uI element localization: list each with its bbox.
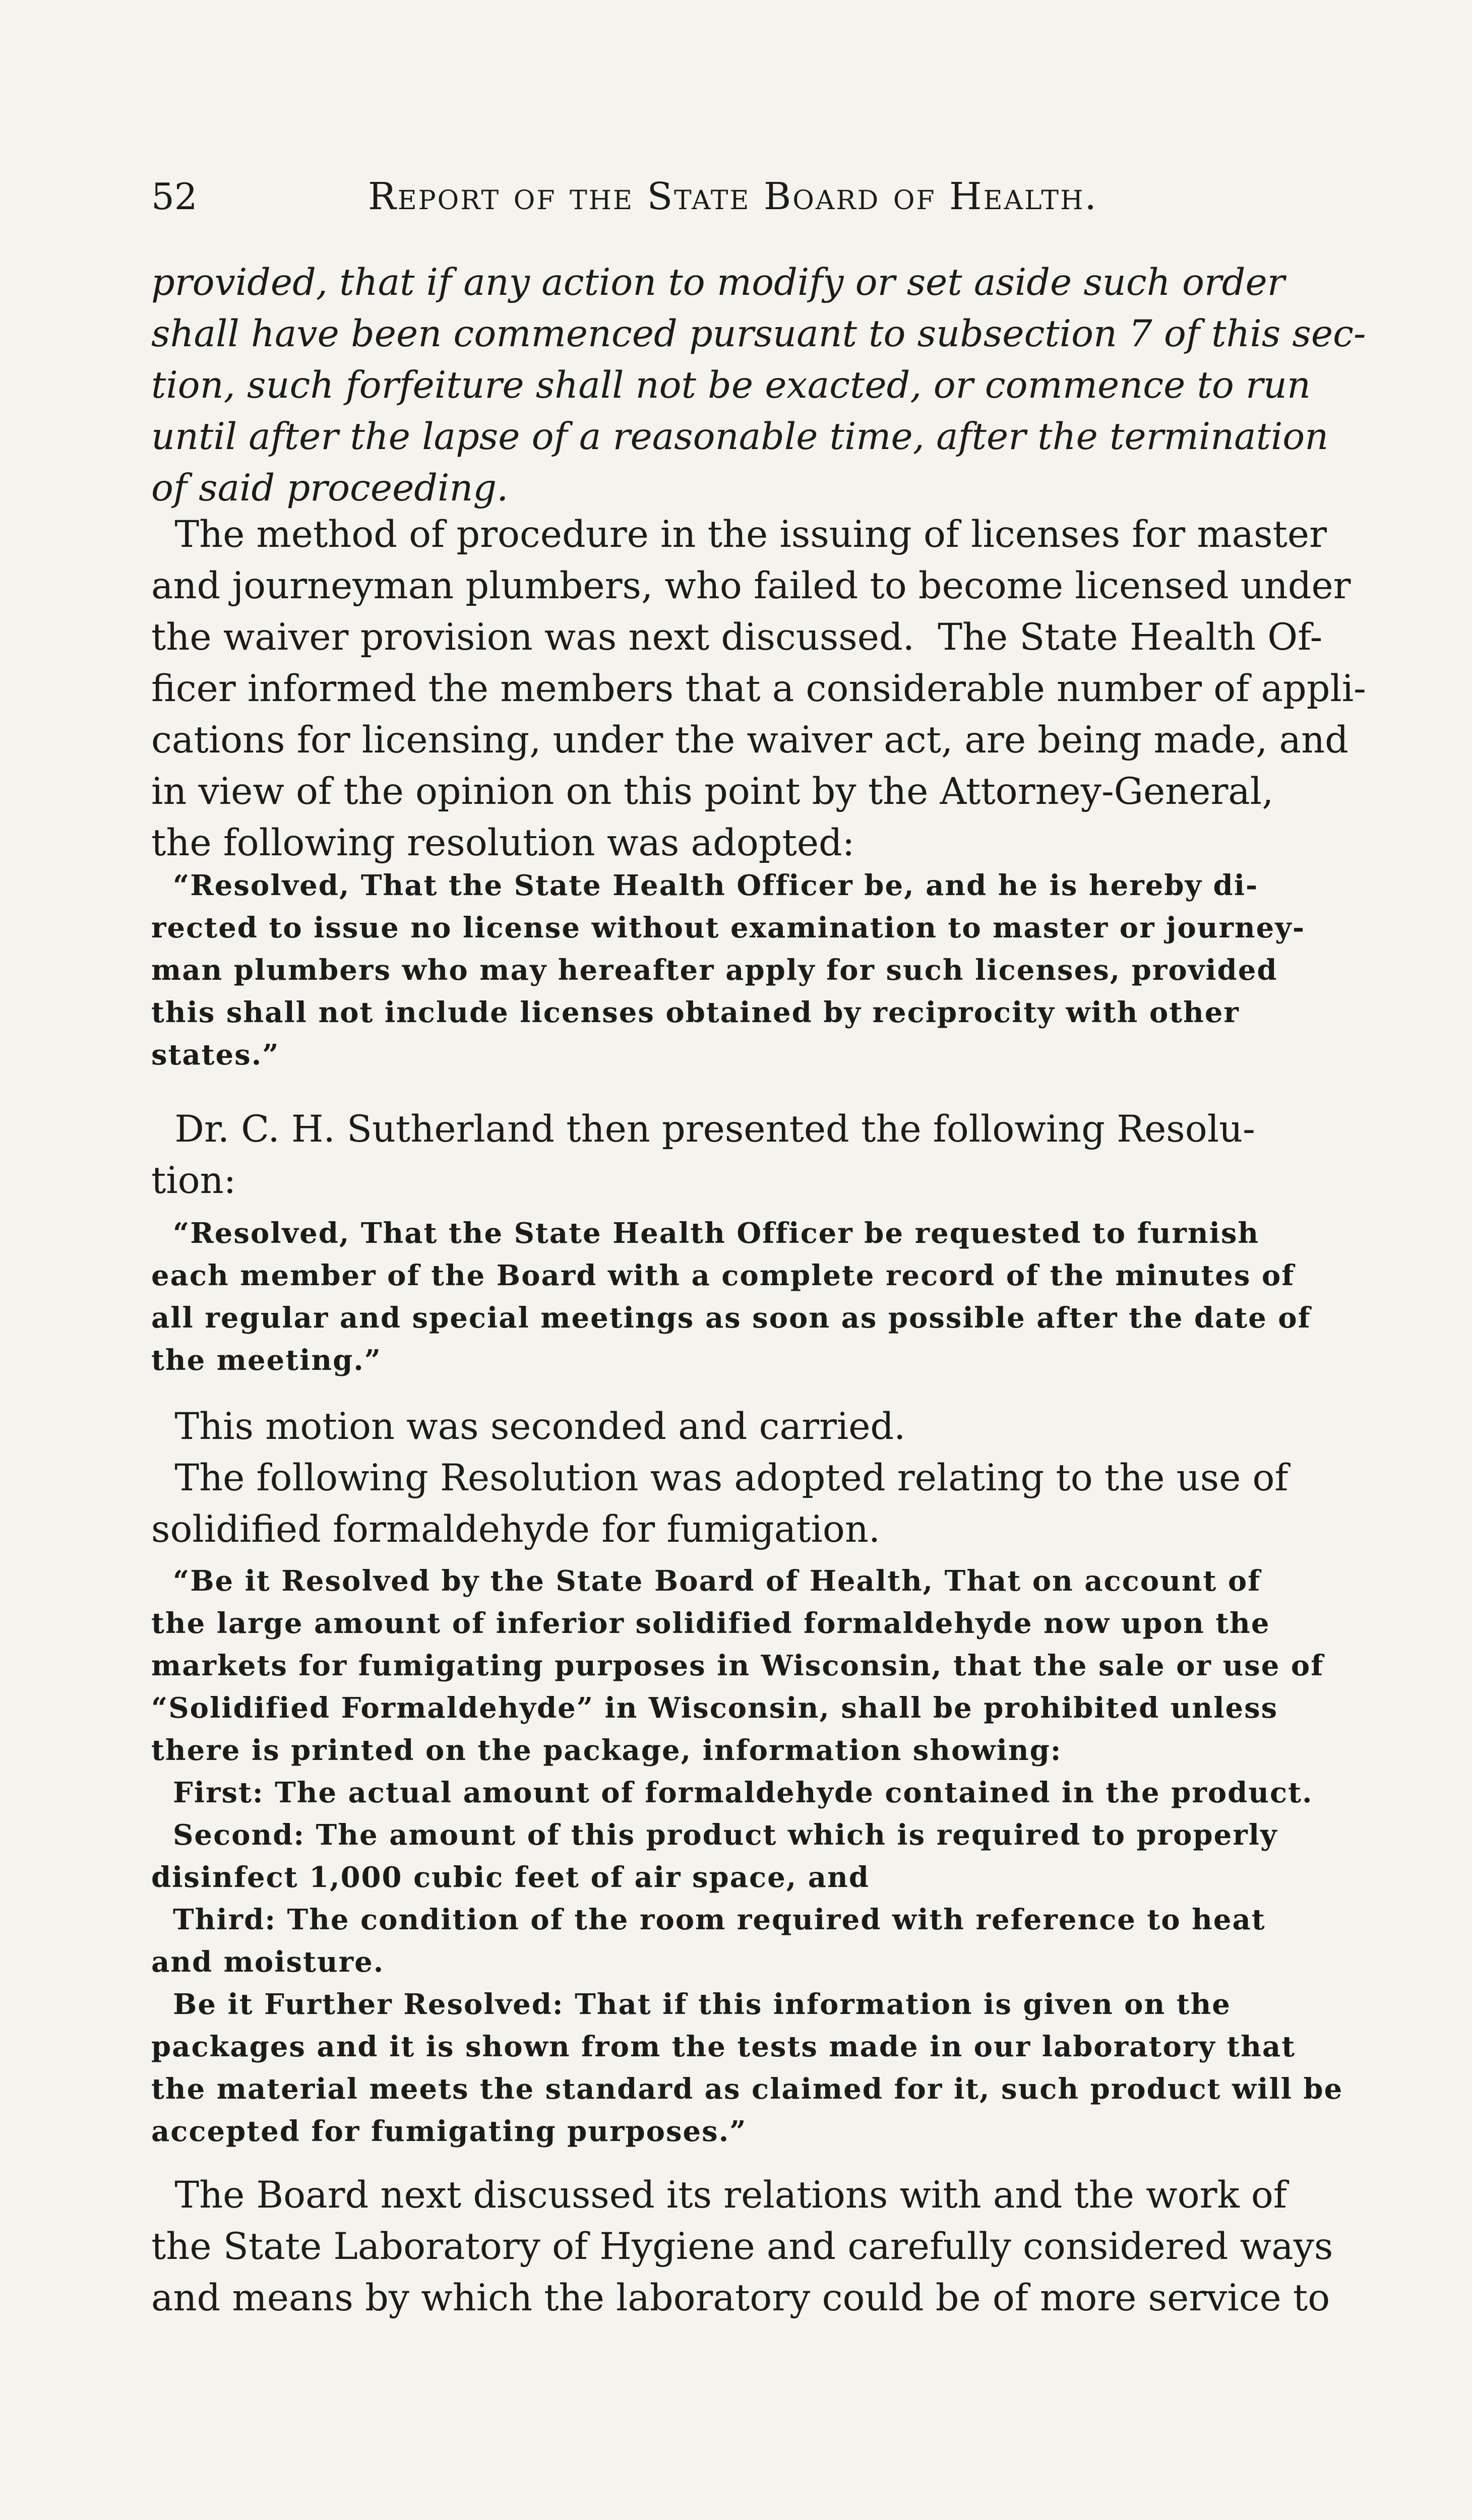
running-head: Report of the State Board of Health.: [368, 175, 1098, 218]
paragraph-italic-proviso: provided, that if any action to modify or set aside such order shall have been commenced pursuant to subsection 7 of this sec- tion, such forfeiture shall not be exacted, or commence to run until after the lapse of a reasonable time, after the termination of said proceeding.: [151, 261, 1366, 510]
paragraph-laboratory: The Board next discussed its relations with and the work of the State Laboratory of Hygiene and carefully considered ways and means by which the laboratory could be of more service to: [151, 2174, 1333, 2319]
resolution-minutes: “Resolved, That the State Health Officer be requested to furnish each member of the Board with a complete record of the minutes of all regular and special meetings as soon as possible after the date of the meeting.”: [151, 1217, 1311, 1377]
resolution-formaldehyde: “Be it Resolved by the State Board of Health, That on account of the large amount of inferior solidified formaldehyde now upon the markets for fumigating purposes in Wisconsin, that the sale or use of “Solidified Formaldehyde” in Wisconsin, shall be prohibited unless there is printed on the package, information showing: First: The actual amount of formaldehyde contained in the product. Second: The amount of this product which is required to properly disinfect 1,000 cubic feet of air space, and Third: The condition of the room required with reference to heat and moisture. Be it Further Resolved: That if this information is given on the packages and it is shown from the tests made in our laboratory that the material meets the standard as claimed for it, such product will be accepted for fumigating purposes.”: [151, 1564, 1343, 2148]
paragraph-plumber-licenses: The method of procedure in the issuing of licenses for master and journeyman plumbers, who failed to become licensed under the waiver provision was next discussed. The State Health Of- ficer informed the members that a considerable number of appli- cations for licensing, under the waiver act, are being made, and in view of the opinion on this point by the Attorney-General, the following resolution was adopted:: [151, 513, 1366, 864]
resolution-licenses: “Resolved, That the State Health Officer be, and he is hereby di- rected to issue no license without examination to master or journey- man plumbers who may hereafter apply for such licenses, provided this shall not include licenses obtained by reciprocity with other states.”: [151, 869, 1306, 1072]
paragraph-sutherland: Dr. C. H. Sutherland then presented the following Resolu- tion:: [151, 1108, 1255, 1202]
page-header: [151, 169, 1331, 224]
page-number: 52: [151, 175, 198, 218]
paragraph-formaldehyde-intro: This motion was seconded and carried. The following Resolution was adopted relating to the use of solidified formaldehyde for fumigation.: [151, 1405, 1289, 1551]
